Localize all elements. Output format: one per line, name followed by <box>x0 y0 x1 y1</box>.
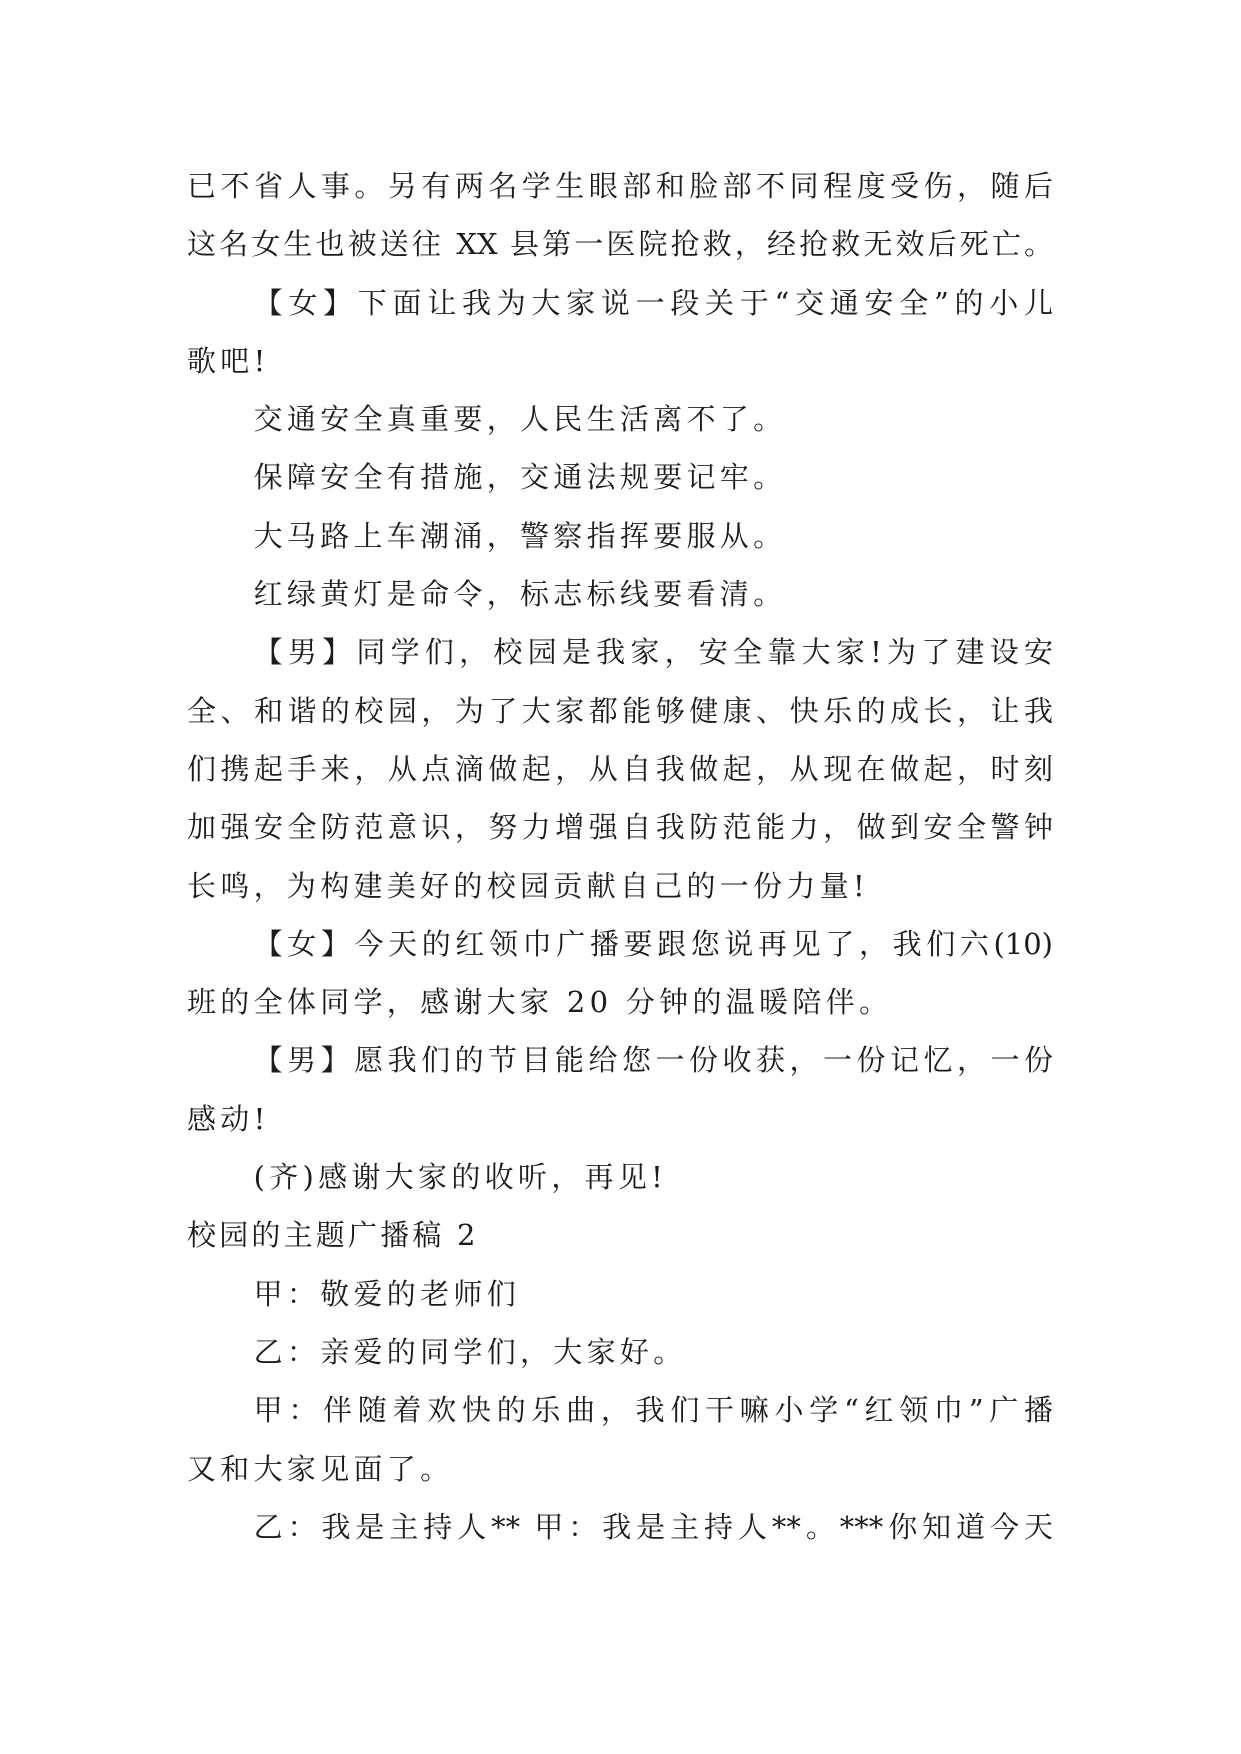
body-text-line: 已不省人事。另有两名学生眼部和脸部不同程度受伤，随后 <box>187 169 1053 203</box>
body-text-line: 班的全体同学，感谢大家 20 分钟的温暖陪伴。 <box>187 985 893 1020</box>
body-text-line: 加强安全防范意识，努力增强自我防范能力，做到安全警钟 <box>187 810 1053 845</box>
rhyme-line: 红绿黄灯是命令，标志标线要看清。 <box>253 577 787 612</box>
dialogue-line: 乙：我是主持人** 甲：我是主持人**。***你知道今天 <box>253 1509 1053 1544</box>
body-text-line: 【女】下面让我为大家说一段关于“交通安全”的小儿 <box>253 285 1053 320</box>
body-text-line: 【男】愿我们的节目能给您一份收获，一份记忆，一份 <box>253 1043 1053 1078</box>
body-text-line: 们携起手来，从点滴做起，从自我做起，从现在做起，时刻 <box>187 751 1053 786</box>
body-text-line: 【男】同学们，校园是我家，安全靠大家!为了建设安 <box>253 635 1053 670</box>
body-text-line: (齐)感谢大家的收听，再见! <box>253 1160 668 1195</box>
rhyme-line: 交通安全真重要，人民生活离不了。 <box>253 402 787 437</box>
body-text-line: 歌吧! <box>187 343 270 378</box>
body-text-line: 这名女生也被送往 XX 县第一医院抢救，经抢救无效后死亡。 <box>187 227 1053 262</box>
dialogue-line: 甲：伴随着欢快的乐曲，我们干嘛小学“红领巾”广播 <box>253 1393 1053 1428</box>
dialogue-line: 乙：亲爱的同学们，大家好。 <box>253 1334 687 1369</box>
section-title: 校园的主题广播稿 2 <box>187 1218 479 1253</box>
body-text-line: 长鸣，为构建美好的校园贡献自己的一份力量! <box>187 868 869 903</box>
dialogue-line: 又和大家见面了。 <box>187 1451 454 1486</box>
body-text-line: 感动! <box>187 1101 270 1136</box>
rhyme-line: 保障安全有措施，交通法规要记牢。 <box>253 460 787 495</box>
rhyme-line: 大马路上车潮涌，警察指挥要服从。 <box>253 518 787 553</box>
dialogue-line: 甲：敬爱的老师们 <box>253 1276 520 1311</box>
body-text-line: 【女】今天的红领巾广播要跟您说再见了，我们六(10) <box>253 926 1053 961</box>
body-text-line: 全、和谐的校园，为了大家都能够健康、快乐的成长，让我 <box>187 693 1053 728</box>
document-body <box>187 157 1053 1556</box>
